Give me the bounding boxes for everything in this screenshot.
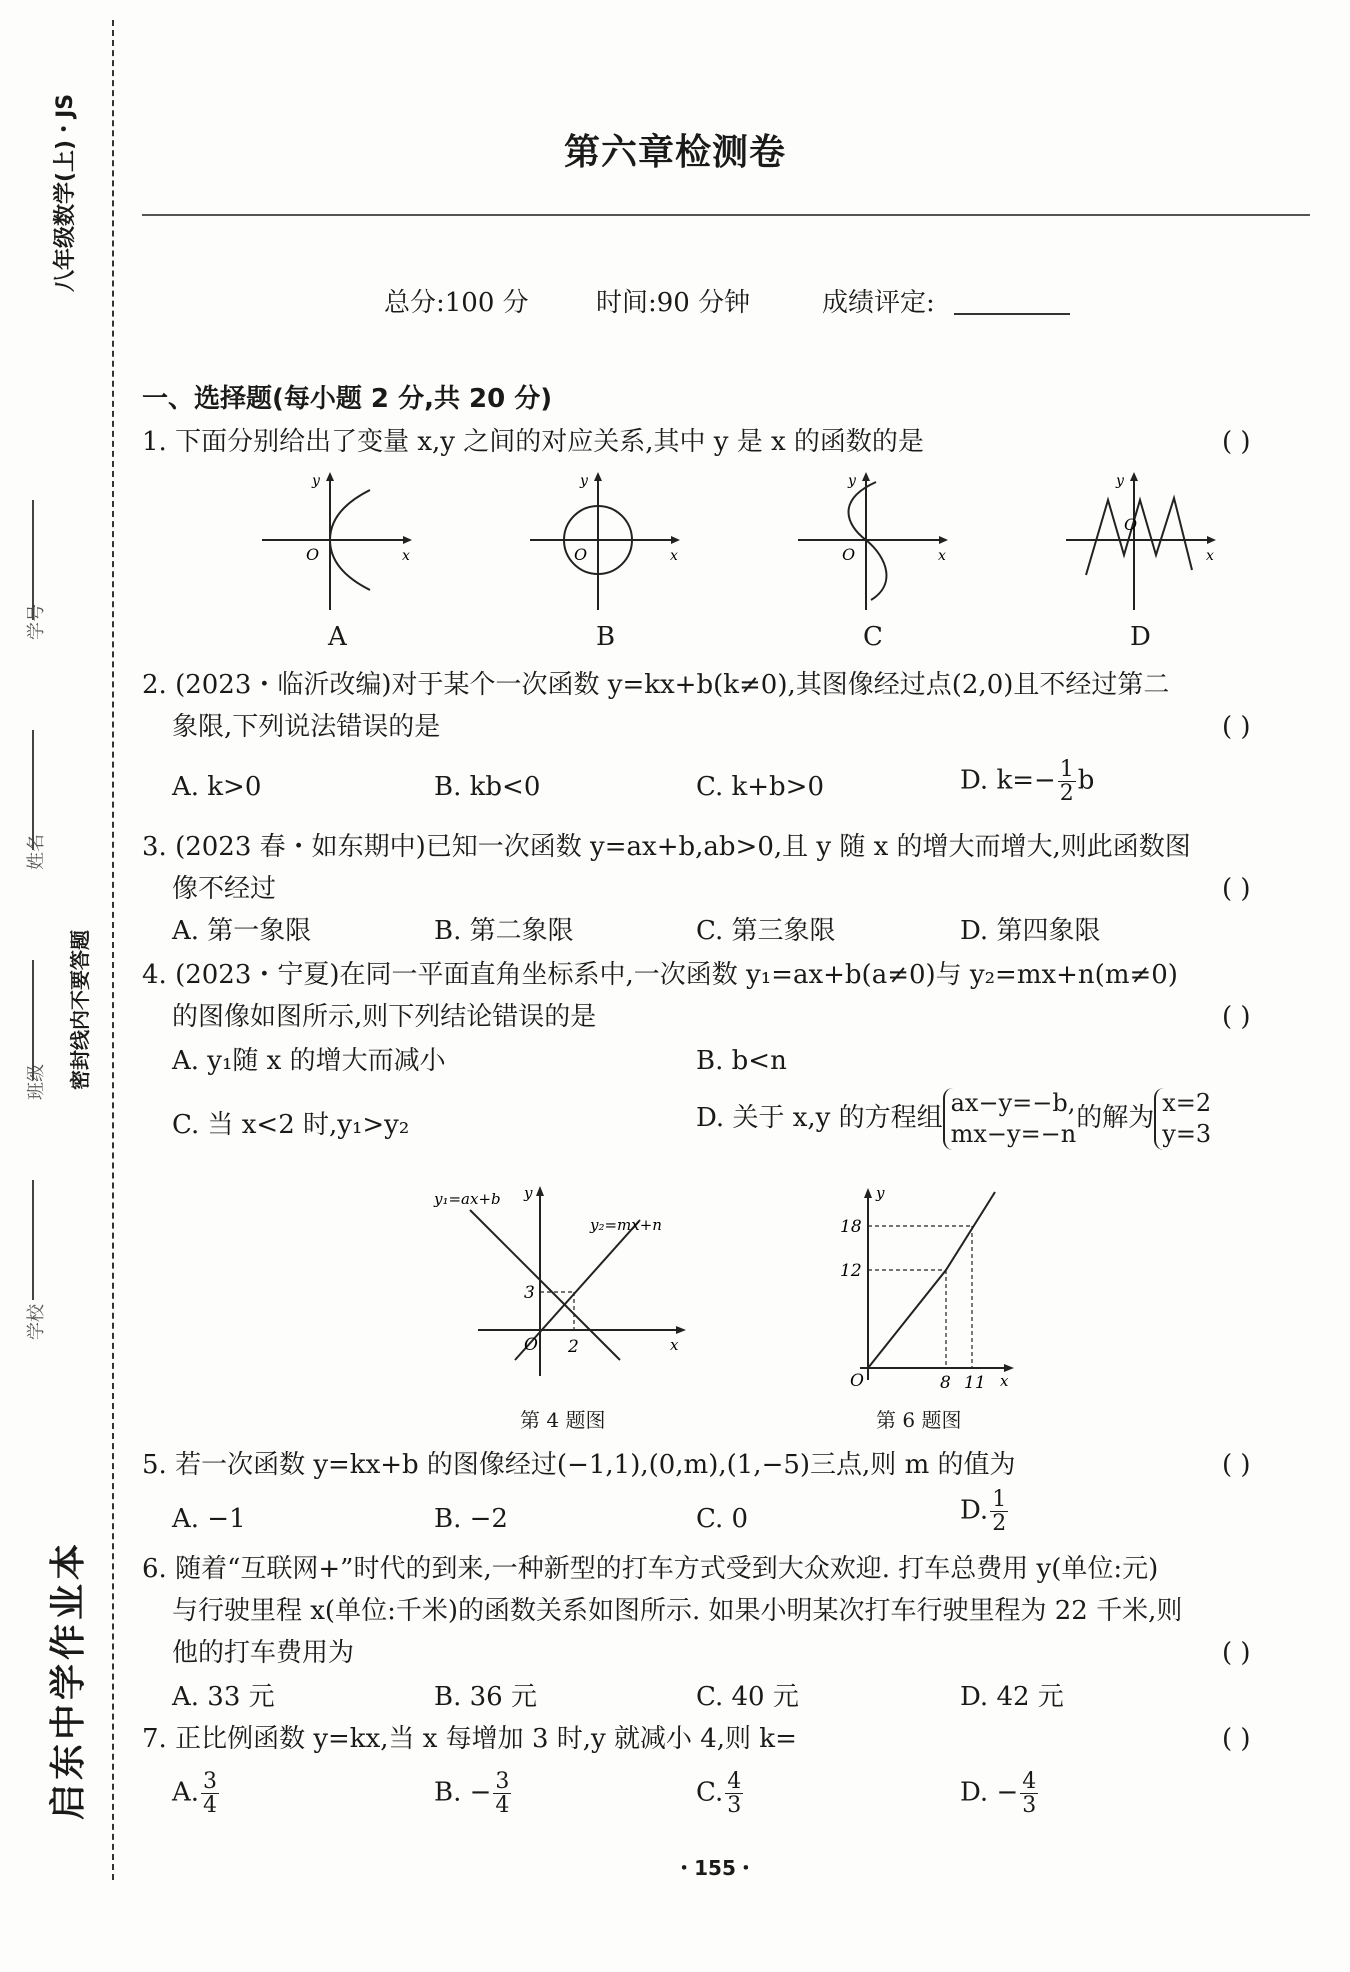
q3-option-a[interactable]: A. 第一象限 [172, 916, 312, 946]
q1-label-b: B [596, 622, 616, 652]
q3-option-c[interactable]: C. 第三象限 [696, 916, 836, 946]
field-mark-school: 学校 [26, 1304, 47, 1340]
q5-answer[interactable]: ( ) [1222, 1450, 1251, 1480]
q4-option-a[interactable]: A. y₁随 x 的增大而减小 [172, 1046, 446, 1076]
q1-graph-d [1064, 470, 1224, 610]
q4-sol2: y=3 [1162, 1120, 1212, 1149]
q6-option-a[interactable]: A. 33 元 [172, 1682, 275, 1712]
q7-option-a-prefix: A. [172, 1777, 200, 1808]
svg-text:O: O [1124, 515, 1138, 534]
q7-option-a[interactable] [172, 1770, 221, 1817]
q7-option-d-prefix: D. − [960, 1777, 1019, 1808]
fig6-tick-y-18: 18 [840, 1217, 862, 1237]
q5-option-c[interactable]: C. 0 [696, 1504, 749, 1534]
svg-text:x: x [1206, 548, 1214, 564]
q6-stem-line3: 他的打车费用为 [172, 1638, 355, 1668]
title-rule [142, 214, 1310, 216]
grade-label: 成绩评定: [822, 288, 935, 318]
fill-line-2[interactable] [32, 730, 34, 850]
svg-text:O: O [306, 545, 320, 564]
q4-stem-line1: 4. (2023・宁夏)在同一平面直角坐标系中,一次函数 y₁=ax+b(a≠0)与 y₂=mx+n(m≠0) [142, 960, 1178, 990]
q7-frac-c [725, 1770, 743, 1817]
seal-notice: 密封线内不要答题 [68, 930, 92, 1090]
q7-b-den: 4 [495, 1793, 510, 1819]
q3-answer[interactable]: ( ) [1222, 874, 1251, 904]
fill-line-4[interactable] [32, 1180, 34, 1300]
q2-option-a[interactable]: A. k>0 [172, 772, 262, 802]
svg-text:y: y [1116, 473, 1124, 489]
svg-text:x: x [938, 548, 946, 564]
q7-a-num: 3 [203, 1769, 218, 1794]
svg-text:x: x [670, 548, 678, 564]
fig4-x-axis: x [670, 1336, 679, 1354]
q3-option-d[interactable]: D. 第四象限 [960, 916, 1101, 946]
fig6-fare-line [868, 1192, 995, 1368]
q2-option-d[interactable] [960, 758, 1094, 805]
fig6-origin: O [850, 1371, 864, 1391]
svg-text:y: y [312, 473, 320, 489]
q2-option-b[interactable]: B. kb<0 [434, 772, 541, 802]
q7-stem: 7. 正比例函数 y=kx,当 x 每增加 3 时,y 就减小 4,则 k= [142, 1724, 797, 1754]
q7-frac-d [1020, 1770, 1038, 1817]
q7-frac-b [493, 1770, 511, 1817]
seal-dashed-line [112, 20, 114, 1880]
svg-text:O: O [574, 545, 588, 564]
fig6-caption: 第 6 题图 [876, 1408, 962, 1432]
q6-answer[interactable]: ( ) [1222, 1638, 1251, 1668]
q2-answer[interactable]: ( ) [1222, 712, 1251, 742]
q2-option-d-suffix: b [1077, 765, 1095, 796]
total-score: 总分:100 分 [384, 288, 529, 318]
q7-b-num: 3 [495, 1769, 510, 1794]
q6-option-d[interactable]: D. 42 元 [960, 1682, 1064, 1712]
q2-option-d-prefix: D. k=− [960, 765, 1056, 796]
q4-eq2: mx−y=−n [950, 1120, 1077, 1149]
q7-c-num: 4 [727, 1769, 742, 1794]
q2-frac-den: 2 [1059, 781, 1074, 807]
q2-frac-num: 1 [1059, 757, 1074, 782]
q4-option-d-prefix: D. 关于 x,y 的方程组 [696, 1103, 943, 1134]
field-mark-class: 班级 [26, 1064, 47, 1100]
page-number: ・155・ [674, 1856, 756, 1880]
svg-text:y: y [848, 473, 856, 489]
q1-label-c: C [863, 622, 883, 652]
q4-option-c[interactable]: C. 当 x<2 时,y₁>y₂ [172, 1110, 410, 1140]
fig4-origin: O [524, 1335, 538, 1355]
q5-option-b[interactable]: B. −2 [434, 1504, 508, 1534]
q6-option-b[interactable]: B. 36 元 [434, 1682, 537, 1712]
binding-margin [0, 0, 120, 1972]
section-heading: 一、选择题(每小题 2 分,共 20 分) [142, 384, 553, 414]
time-limit: 时间:90 分钟 [596, 288, 751, 318]
fig4-tick-y: 3 [524, 1283, 535, 1303]
q5-fraction [990, 1488, 1008, 1535]
fig4-tick-x: 2 [568, 1337, 579, 1357]
q4-sol1: x=2 [1162, 1089, 1212, 1117]
q4-eq1: ax−y=−b, [950, 1089, 1076, 1117]
q1-graph-a [260, 470, 420, 610]
q1-label-d: D [1130, 622, 1151, 652]
q7-option-c-prefix: C. [696, 1777, 724, 1808]
fig4-line2-label: y₂=mx+n [590, 1216, 662, 1234]
q7-d-num: 4 [1022, 1769, 1037, 1794]
q1-graph-c [796, 470, 956, 610]
q4-answer[interactable]: ( ) [1222, 1002, 1251, 1032]
svg-text:x: x [402, 548, 410, 564]
q4-solution [1154, 1088, 1211, 1150]
q3-option-b[interactable]: B. 第二象限 [434, 916, 574, 946]
fig4-graph [430, 1180, 700, 1380]
page-title: 第六章检测卷 [563, 132, 786, 173]
q7-option-d[interactable] [960, 1770, 1040, 1817]
q1-stem: 1. 下面分别给出了变量 x,y 之间的对应关系,其中 y 是 x 的函数的是 [142, 427, 924, 457]
q4-system [943, 1088, 1077, 1150]
q5-option-d-prefix: D. [960, 1495, 989, 1526]
school-label: 启东中学作业本 [48, 1539, 89, 1820]
q7-option-b[interactable] [434, 1770, 513, 1817]
svg-text:O: O [842, 545, 856, 564]
q2-option-c[interactable]: C. k+b>0 [696, 772, 825, 802]
field-mark-number: 学号 [26, 604, 47, 640]
fig6-y-axis: y [876, 1184, 885, 1202]
q5-frac-num: 1 [992, 1487, 1007, 1512]
q5-option-a[interactable]: A. −1 [172, 1504, 246, 1534]
fill-line-1[interactable] [32, 500, 34, 620]
q4-option-d-mid: 的解为 [1076, 1103, 1155, 1134]
q6-option-c[interactable]: C. 40 元 [696, 1682, 799, 1712]
q6-stem-line2: 与行驶里程 x(单位:千米)的函数关系如图所示. 如果小明某次打车行驶里程为 22 千米,则 [172, 1596, 1183, 1626]
q3-stem-line1: 3. (2023 春・如东期中)已知一次函数 y=ax+b,ab>0,且 y 随 x 的增大而增大,则此函数图 [142, 832, 1191, 862]
fig4-caption: 第 4 题图 [520, 1408, 606, 1432]
fig6-graph [820, 1180, 1020, 1393]
fig6-tick-y-12: 12 [840, 1261, 862, 1281]
q7-frac-a [201, 1770, 219, 1817]
q7-a-den: 4 [203, 1793, 218, 1819]
fig6-tick-x-11: 11 [964, 1373, 986, 1393]
q3-stem-line2: 像不经过 [172, 874, 277, 904]
svg-text:y: y [580, 473, 588, 489]
q1-graph-b [528, 470, 688, 610]
q5-stem: 5. 若一次函数 y=kx+b 的图像经过(−1,1),(0,m),(1,−5)三点,则 m 的值为 [142, 1450, 1016, 1480]
q4-stem-line2: 的图像如图所示,则下列结论错误的是 [172, 1002, 597, 1032]
q7-answer[interactable]: ( ) [1222, 1724, 1251, 1754]
grade-blank[interactable] [954, 313, 1070, 315]
q2-stem-line1: 2. (2023・临沂改编)对于某个一次函数 y=kx+b(k≠0),其图像经过点(2,0)且不经过第二 [142, 670, 1170, 700]
q5-frac-den: 2 [992, 1511, 1007, 1537]
q1-answer[interactable]: ( ) [1222, 427, 1251, 457]
q2-stem-line2: 象限,下列说法错误的是 [172, 712, 441, 742]
q7-d-den: 3 [1022, 1793, 1037, 1819]
fig4-y-axis: y [524, 1184, 533, 1202]
q1-label-a: A [328, 622, 347, 652]
q6-stem-line1: 6. 随着“互联网+”时代的到来,一种新型的打车方式受到大众欢迎. 打车总费用 y(单位:元) [142, 1554, 1159, 1584]
fig4-line1-label: y₁=ax+b [434, 1190, 501, 1208]
q7-option-b-prefix: B. − [434, 1777, 492, 1808]
q4-option-b[interactable]: B. b<n [696, 1046, 787, 1076]
q7-option-c[interactable] [696, 1770, 745, 1817]
q2-fraction [1058, 758, 1076, 805]
q4-option-d[interactable] [696, 1088, 1211, 1150]
fig6-x-axis: x [1000, 1372, 1009, 1390]
q7-c-den: 3 [727, 1793, 742, 1819]
book-label: 八年级数学(上)・JS [53, 93, 78, 292]
fig6-tick-x-8: 8 [940, 1373, 951, 1393]
q5-option-d[interactable] [960, 1488, 1010, 1535]
field-mark-name: 姓名 [26, 834, 47, 870]
fill-line-3[interactable] [32, 960, 34, 1080]
